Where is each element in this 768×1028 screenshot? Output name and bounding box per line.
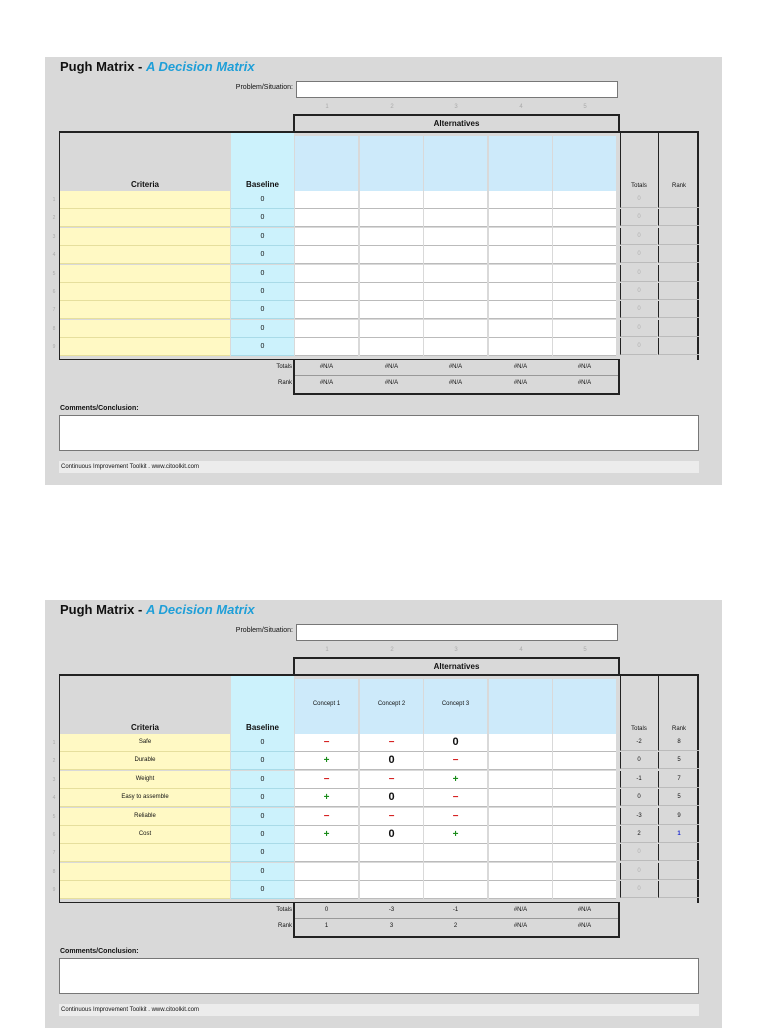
title-text: Pugh Matrix bbox=[60, 602, 135, 617]
pugh-matrix-example bbox=[45, 600, 722, 1028]
baseline-cell: 0 bbox=[231, 209, 294, 227]
row-rank bbox=[658, 863, 699, 880]
column-rank: #N/A bbox=[577, 380, 592, 386]
row-rank: 5 bbox=[658, 789, 699, 806]
problem-input[interactable] bbox=[296, 624, 618, 641]
baseline-cell: 0 bbox=[231, 863, 294, 881]
title-subtitle: A Decision Matrix bbox=[145, 59, 255, 74]
baseline-header bbox=[231, 133, 294, 191]
score-cell[interactable]: + bbox=[295, 826, 358, 844]
row-number: 3 bbox=[52, 777, 56, 783]
column-number: 1 bbox=[325, 647, 329, 653]
totals-header bbox=[620, 133, 657, 191]
comments-label: Comments/Conclusion: bbox=[60, 948, 139, 955]
score-cell[interactable] bbox=[360, 209, 423, 227]
column-total: #N/A bbox=[448, 364, 463, 370]
criterion-cell[interactable] bbox=[60, 320, 230, 338]
score-cell[interactable] bbox=[553, 808, 616, 826]
page-title bbox=[60, 59, 255, 74]
score-cell[interactable] bbox=[489, 191, 552, 209]
baseline-cell: 0 bbox=[231, 320, 294, 338]
score-cell[interactable] bbox=[360, 283, 423, 301]
score-cell[interactable] bbox=[360, 881, 423, 899]
score-cell[interactable] bbox=[489, 789, 552, 807]
row-total: 0 bbox=[620, 246, 657, 263]
row-rank bbox=[658, 301, 699, 318]
baseline-label: Baseline bbox=[246, 723, 279, 732]
baseline-cell: 0 bbox=[231, 191, 294, 209]
score-cell[interactable] bbox=[489, 752, 552, 770]
baseline-cell: 0 bbox=[231, 301, 294, 319]
score-cell[interactable]: − bbox=[424, 789, 487, 807]
criterion-cell[interactable]: Weight bbox=[60, 771, 230, 789]
column-number: 5 bbox=[583, 647, 587, 653]
title-separator: - bbox=[134, 602, 146, 617]
score-cell[interactable]: − bbox=[295, 734, 358, 752]
row-total: 0 bbox=[620, 301, 657, 318]
row-rank bbox=[658, 283, 699, 300]
score-cell[interactable] bbox=[295, 209, 358, 227]
column-total: #N/A bbox=[319, 364, 334, 370]
totals-label: Totals bbox=[631, 726, 647, 732]
row-total: 0 bbox=[620, 789, 657, 806]
footer-text: Continuous Improvement Toolkit . www.citoolkit.com bbox=[59, 461, 699, 473]
score-cell[interactable] bbox=[553, 752, 616, 770]
row-number: 7 bbox=[52, 850, 56, 856]
baseline-cell: 0 bbox=[231, 844, 294, 862]
rank-header bbox=[658, 676, 699, 734]
score-cell[interactable] bbox=[553, 789, 616, 807]
baseline-cell: 0 bbox=[231, 771, 294, 789]
score-cell[interactable] bbox=[489, 246, 552, 264]
score-cell[interactable]: + bbox=[424, 826, 487, 844]
comments-input[interactable] bbox=[59, 958, 699, 994]
score-cell[interactable] bbox=[295, 246, 358, 264]
column-total: #N/A bbox=[513, 907, 528, 913]
score-cell[interactable] bbox=[360, 863, 423, 881]
concept-header[interactable] bbox=[489, 136, 552, 191]
score-cell[interactable] bbox=[489, 228, 552, 246]
row-total: 0 bbox=[620, 844, 657, 861]
row-number: 4 bbox=[52, 795, 56, 801]
totals-row-label: Totals bbox=[276, 907, 292, 913]
column-number: 1 bbox=[325, 104, 329, 110]
baseline-cell: 0 bbox=[231, 338, 294, 356]
row-rank bbox=[658, 844, 699, 861]
criterion-cell[interactable]: Easy to assemble bbox=[60, 789, 230, 807]
score-cell[interactable]: − bbox=[360, 771, 423, 789]
concept-header[interactable] bbox=[295, 136, 358, 191]
alternatives-header: Alternatives bbox=[293, 114, 620, 131]
row-rank bbox=[658, 881, 699, 898]
column-rank: 2 bbox=[453, 923, 458, 929]
score-cell[interactable]: − bbox=[295, 771, 358, 789]
score-cell[interactable]: − bbox=[360, 734, 423, 752]
score-cell[interactable] bbox=[489, 338, 552, 356]
row-number: 2 bbox=[52, 758, 56, 764]
score-cell[interactable] bbox=[424, 320, 487, 338]
row-total: 0 bbox=[620, 881, 657, 898]
score-cell[interactable] bbox=[489, 826, 552, 844]
title-subtitle: A Decision Matrix bbox=[145, 602, 255, 617]
problem-label: Problem/Situation: bbox=[235, 627, 293, 634]
totals-row-label: Totals bbox=[276, 364, 292, 370]
criterion-cell[interactable]: Reliable bbox=[60, 808, 230, 826]
alternatives-header: Alternatives bbox=[293, 657, 620, 674]
baseline-label: Baseline bbox=[246, 180, 279, 189]
row-number: 4 bbox=[52, 252, 56, 258]
row-rank bbox=[658, 338, 699, 355]
row-rank bbox=[658, 246, 699, 263]
row-rank bbox=[658, 320, 699, 337]
row-number: 8 bbox=[52, 869, 56, 875]
score-cell[interactable] bbox=[295, 881, 358, 899]
criterion-cell[interactable] bbox=[60, 844, 230, 862]
row-total: -3 bbox=[620, 808, 657, 825]
concept-header[interactable] bbox=[360, 136, 423, 191]
concept-header[interactable] bbox=[553, 136, 616, 191]
score-cell[interactable] bbox=[424, 191, 487, 209]
row-total: 2 bbox=[620, 826, 657, 843]
row-rank: 1 bbox=[658, 826, 699, 843]
row-number: 1 bbox=[52, 197, 56, 203]
footer-text: Continuous Improvement Toolkit . www.citoolkit.com bbox=[59, 1004, 699, 1016]
row-number: 2 bbox=[52, 215, 56, 221]
score-cell[interactable] bbox=[360, 265, 423, 283]
criterion-cell[interactable] bbox=[60, 209, 230, 227]
row-rank bbox=[658, 191, 699, 208]
score-cell[interactable] bbox=[553, 771, 616, 789]
concept-header[interactable] bbox=[424, 136, 487, 191]
score-cell[interactable] bbox=[553, 283, 616, 301]
row-number: 6 bbox=[52, 289, 56, 295]
score-cell[interactable] bbox=[489, 863, 552, 881]
score-cell[interactable] bbox=[424, 844, 487, 862]
score-cell[interactable] bbox=[553, 844, 616, 862]
row-number: 5 bbox=[52, 814, 56, 820]
column-number: 2 bbox=[390, 104, 394, 110]
column-number: 2 bbox=[390, 647, 394, 653]
score-cell[interactable] bbox=[489, 881, 552, 899]
score-cell[interactable] bbox=[424, 301, 487, 319]
score-cell[interactable]: − bbox=[424, 808, 487, 826]
row-number: 5 bbox=[52, 271, 56, 277]
score-cell[interactable] bbox=[424, 283, 487, 301]
column-total: 0 bbox=[324, 907, 329, 913]
rank-header bbox=[658, 133, 699, 191]
criterion-cell[interactable] bbox=[60, 301, 230, 319]
column-rank: 1 bbox=[324, 923, 329, 929]
column-rank: #N/A bbox=[319, 380, 334, 386]
column-number: 5 bbox=[583, 104, 587, 110]
column-number: 4 bbox=[519, 647, 523, 653]
column-rank: #N/A bbox=[384, 380, 399, 386]
score-cell[interactable] bbox=[360, 338, 423, 356]
row-total: 0 bbox=[620, 863, 657, 880]
row-rank bbox=[658, 228, 699, 245]
score-cell[interactable] bbox=[424, 246, 487, 264]
rank-label: Rank bbox=[671, 726, 686, 732]
score-cell[interactable]: 0 bbox=[424, 734, 487, 752]
column-rank: #N/A bbox=[513, 923, 528, 929]
criterion-cell[interactable] bbox=[60, 246, 230, 264]
baseline-cell: 0 bbox=[231, 265, 294, 283]
score-cell[interactable] bbox=[489, 301, 552, 319]
concept-header[interactable] bbox=[489, 679, 552, 734]
row-total: 0 bbox=[620, 283, 657, 300]
criterion-cell[interactable] bbox=[60, 881, 230, 899]
concept-header[interactable] bbox=[553, 679, 616, 734]
title-separator: - bbox=[134, 59, 146, 74]
score-cell[interactable] bbox=[295, 191, 358, 209]
baseline-cell: 0 bbox=[231, 881, 294, 899]
score-cell[interactable] bbox=[295, 338, 358, 356]
criterion-cell[interactable]: Durable bbox=[60, 752, 230, 770]
baseline-header bbox=[231, 676, 294, 734]
score-cell[interactable] bbox=[360, 228, 423, 246]
score-cell[interactable] bbox=[553, 265, 616, 283]
score-cell[interactable] bbox=[489, 320, 552, 338]
score-cell[interactable] bbox=[424, 881, 487, 899]
row-number: 1 bbox=[52, 740, 56, 746]
score-cell[interactable] bbox=[360, 191, 423, 209]
baseline-cell: 0 bbox=[231, 246, 294, 264]
criteria-header bbox=[60, 676, 230, 734]
baseline-cell: 0 bbox=[231, 228, 294, 246]
row-total: 0 bbox=[620, 265, 657, 282]
pugh-matrix-blank bbox=[45, 57, 722, 485]
criterion-cell[interactable] bbox=[60, 228, 230, 246]
column-total: #N/A bbox=[513, 364, 528, 370]
score-cell[interactable]: 0 bbox=[360, 752, 423, 770]
column-total: #N/A bbox=[577, 907, 592, 913]
row-total: 0 bbox=[620, 228, 657, 245]
score-cell[interactable] bbox=[424, 228, 487, 246]
column-total: #N/A bbox=[577, 364, 592, 370]
criterion-cell[interactable]: Cost bbox=[60, 826, 230, 844]
score-cell[interactable]: − bbox=[295, 808, 358, 826]
row-number: 3 bbox=[52, 234, 56, 240]
score-cell[interactable] bbox=[295, 844, 358, 862]
score-cell[interactable] bbox=[424, 863, 487, 881]
column-rank: #N/A bbox=[577, 923, 592, 929]
criterion-cell[interactable] bbox=[60, 338, 230, 356]
criterion-cell[interactable]: Safe bbox=[60, 734, 230, 752]
score-cell[interactable] bbox=[295, 283, 358, 301]
criterion-cell[interactable] bbox=[60, 265, 230, 283]
row-number: 6 bbox=[52, 832, 56, 838]
row-total: 0 bbox=[620, 320, 657, 337]
totals-header bbox=[620, 676, 657, 734]
concept-header[interactable]: Concept 1 bbox=[295, 679, 358, 734]
row-rank: 9 bbox=[658, 808, 699, 825]
concept-header[interactable]: Concept 3 bbox=[424, 679, 487, 734]
totals-label: Totals bbox=[631, 183, 647, 189]
score-cell[interactable] bbox=[295, 228, 358, 246]
row-total: 0 bbox=[620, 752, 657, 769]
row-number: 9 bbox=[52, 344, 56, 350]
column-total: #N/A bbox=[384, 364, 399, 370]
column-number: 3 bbox=[454, 104, 458, 110]
score-cell[interactable] bbox=[489, 265, 552, 283]
score-cell[interactable] bbox=[553, 863, 616, 881]
concept-header[interactable]: Concept 2 bbox=[360, 679, 423, 734]
criterion-cell[interactable] bbox=[60, 191, 230, 209]
rank-label: Rank bbox=[671, 183, 686, 189]
score-cell[interactable] bbox=[553, 734, 616, 752]
score-cell[interactable] bbox=[295, 301, 358, 319]
baseline-cell: 0 bbox=[231, 789, 294, 807]
row-rank: 8 bbox=[658, 734, 699, 751]
row-rank bbox=[658, 265, 699, 282]
problem-label: Problem/Situation: bbox=[235, 84, 293, 91]
criteria-label: Criteria bbox=[130, 723, 159, 732]
comments-label: Comments/Conclusion: bbox=[60, 405, 139, 412]
score-cell[interactable]: 0 bbox=[360, 789, 423, 807]
problem-input[interactable] bbox=[296, 81, 618, 98]
score-cell[interactable] bbox=[489, 209, 552, 227]
criterion-cell[interactable] bbox=[60, 863, 230, 881]
row-total: 0 bbox=[620, 338, 657, 355]
column-rank: 3 bbox=[389, 923, 394, 929]
score-cell[interactable] bbox=[424, 338, 487, 356]
score-cell[interactable]: 0 bbox=[360, 826, 423, 844]
score-cell[interactable] bbox=[553, 209, 616, 227]
score-cell[interactable] bbox=[553, 881, 616, 899]
score-cell[interactable] bbox=[553, 826, 616, 844]
score-cell[interactable] bbox=[295, 863, 358, 881]
score-cell[interactable] bbox=[424, 265, 487, 283]
score-cell[interactable]: + bbox=[295, 752, 358, 770]
page-title bbox=[60, 602, 255, 617]
score-cell[interactable] bbox=[553, 246, 616, 264]
title-text: Pugh Matrix bbox=[60, 59, 135, 74]
baseline-cell: 0 bbox=[231, 734, 294, 752]
score-cell[interactable] bbox=[295, 320, 358, 338]
comments-input[interactable] bbox=[59, 415, 699, 451]
score-cell[interactable]: − bbox=[424, 752, 487, 770]
score-cell[interactable] bbox=[489, 771, 552, 789]
column-rank: #N/A bbox=[448, 380, 463, 386]
score-cell[interactable] bbox=[489, 808, 552, 826]
score-cell[interactable] bbox=[295, 265, 358, 283]
criteria-header bbox=[60, 133, 230, 191]
column-total: -1 bbox=[452, 907, 459, 913]
score-cell[interactable] bbox=[553, 191, 616, 209]
score-cell[interactable]: + bbox=[295, 789, 358, 807]
criteria-label: Criteria bbox=[130, 180, 159, 189]
score-cell[interactable] bbox=[489, 844, 552, 862]
score-cell[interactable] bbox=[553, 228, 616, 246]
score-cell[interactable] bbox=[489, 734, 552, 752]
row-number: 8 bbox=[52, 326, 56, 332]
row-rank: 5 bbox=[658, 752, 699, 769]
score-cell[interactable] bbox=[553, 338, 616, 356]
row-total: -2 bbox=[620, 734, 657, 751]
score-cell[interactable] bbox=[553, 301, 616, 319]
column-rank: #N/A bbox=[513, 380, 528, 386]
column-number: 3 bbox=[454, 647, 458, 653]
score-cell[interactable] bbox=[360, 246, 423, 264]
column-number: 4 bbox=[519, 104, 523, 110]
score-cell[interactable]: − bbox=[360, 808, 423, 826]
row-rank bbox=[658, 209, 699, 226]
baseline-cell: 0 bbox=[231, 283, 294, 301]
score-cell[interactable] bbox=[360, 844, 423, 862]
baseline-cell: 0 bbox=[231, 808, 294, 826]
score-cell[interactable]: + bbox=[424, 771, 487, 789]
row-rank: 7 bbox=[658, 771, 699, 788]
score-cell[interactable] bbox=[424, 209, 487, 227]
rank-row-label: Rank bbox=[277, 380, 292, 386]
row-number: 9 bbox=[52, 887, 56, 893]
criterion-cell[interactable] bbox=[60, 283, 230, 301]
rank-row-label: Rank bbox=[277, 923, 292, 929]
score-cell[interactable] bbox=[360, 320, 423, 338]
baseline-cell: 0 bbox=[231, 752, 294, 770]
baseline-cell: 0 bbox=[231, 826, 294, 844]
row-total: -1 bbox=[620, 771, 657, 788]
score-cell[interactable] bbox=[553, 320, 616, 338]
score-cell[interactable] bbox=[489, 283, 552, 301]
row-total: 0 bbox=[620, 209, 657, 226]
score-cell[interactable] bbox=[360, 301, 423, 319]
column-total: -3 bbox=[388, 907, 395, 913]
row-total: 0 bbox=[620, 191, 657, 208]
row-number: 7 bbox=[52, 307, 56, 313]
